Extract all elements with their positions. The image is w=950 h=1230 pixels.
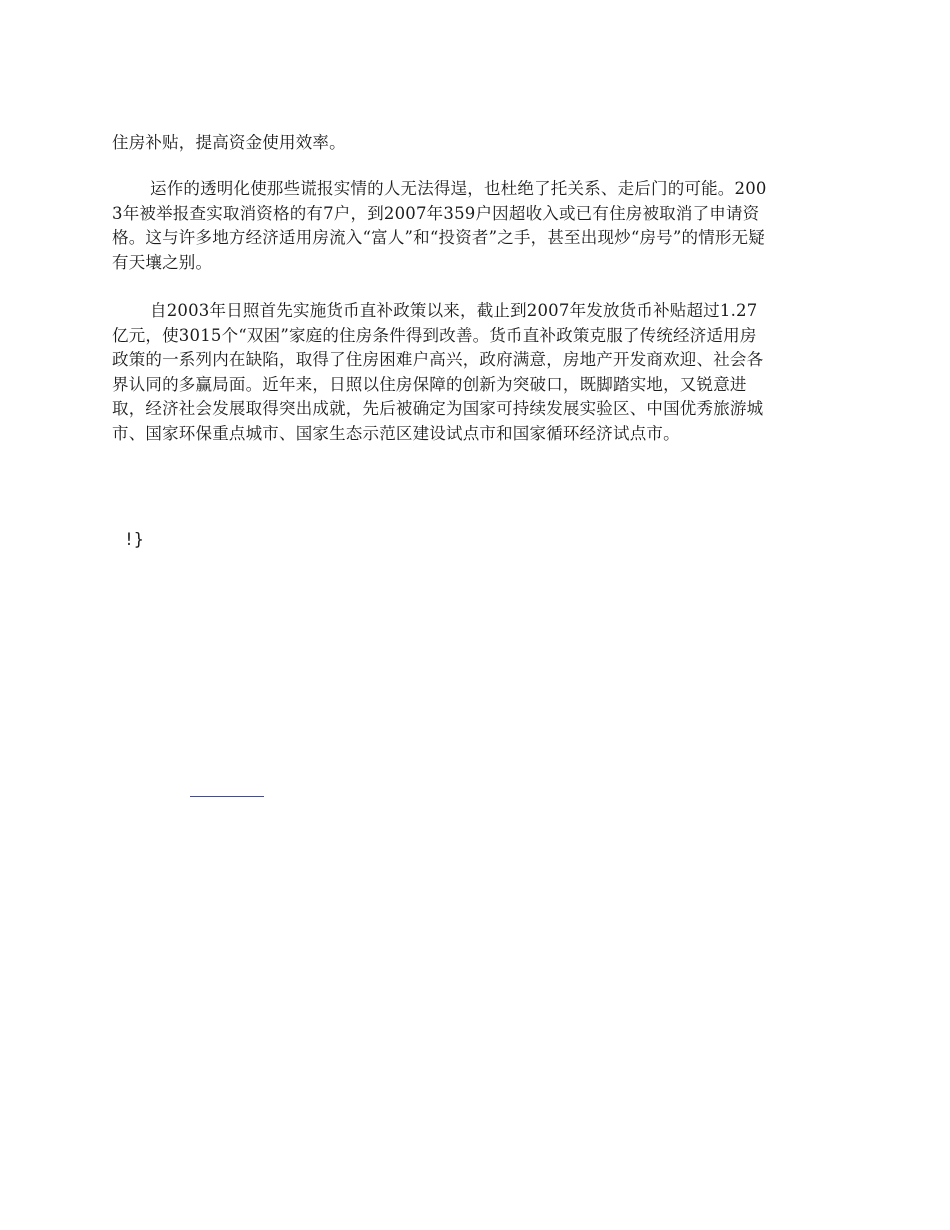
- stray-text-fragment: !}: [124, 530, 144, 549]
- horizontal-rule: [190, 796, 264, 797]
- paragraph-transparency: 运作的透明化使那些谎报实情的人无法得逞，也杜绝了托关系、走后门的可能。2003年被举报查实取消资格的有7户，到2007年359户因超收入或已有住房被取消了申请资格。这与许多地方经济适用房流入“富人”和“投资者”之手，甚至出现炒“房号”的情形无疑有天壤之别。: [112, 179, 767, 272]
- paragraph-housing-subsidy-efficiency: 住房补贴，提高资金使用效率。: [112, 133, 346, 152]
- paragraph-monetary-subsidy-results: 自2003年日照首先实施货币直补政策以来，截止到2007年发放货币补贴超过1.27亿元，使3015个“双困”家庭的住房条件得到改善。货币直补政策克服了传统经济适用房政策的一系列内在缺陷，取得了住房困难户高兴，政府满意，房地产开发商欢迎、社会各界认同的多赢局面。近年来，日照以住房保障的创新为突破口，既脚踏实地，又锐意进取，经济社会发展取得突出成就，先后被确定为国家可持续发展实验区、中国优秀旅游城市、国家环保重点城市、国家生态示范区建设试点市和国家循环经济试点市。: [112, 301, 764, 443]
